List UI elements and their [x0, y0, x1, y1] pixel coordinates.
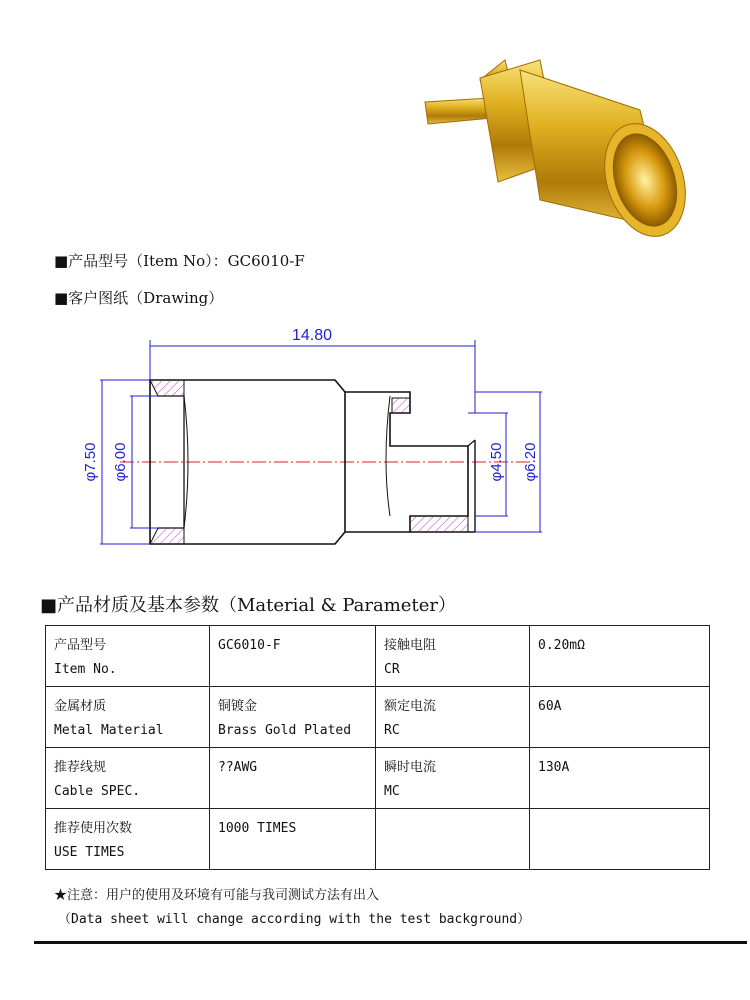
table-cell	[210, 748, 376, 809]
table-cell	[46, 687, 210, 748]
table-cell	[530, 748, 710, 809]
product-photo	[400, 40, 700, 250]
cell-text: 推荐使用次数	[54, 821, 133, 836]
technical-drawing	[80, 318, 560, 558]
table-cell	[46, 809, 210, 870]
table-row	[46, 748, 710, 809]
cell-text: 1000 TIMES	[218, 821, 297, 836]
d2-label: φ6.00	[112, 442, 129, 482]
cell-text: Brass Gold Plated	[218, 723, 352, 738]
cell-text: Metal Material	[54, 723, 164, 738]
cell-text: 推荐线规	[54, 760, 107, 775]
d1-label: φ7.50	[82, 442, 99, 482]
cell-text: 0.20mΩ	[538, 638, 585, 653]
table-row	[46, 626, 710, 687]
table-row	[46, 809, 710, 870]
table-cell	[530, 687, 710, 748]
note-line-1: ★注意：用户的使用及环境有可能与我司测试方法有出入	[54, 888, 380, 903]
spec-table	[45, 625, 710, 870]
cell-text: 金属材质	[54, 699, 107, 714]
d3-label: φ4.50	[488, 442, 505, 482]
table-cell	[376, 626, 530, 687]
bottom-divider	[34, 941, 747, 944]
table-row	[46, 687, 710, 748]
material-heading: ■产品材质及基本参数（Material & Parameter）	[40, 595, 456, 616]
cell-text: 产品型号	[54, 638, 107, 653]
cell-text: 瞬时电流	[384, 760, 437, 775]
cell-text: Item No.	[54, 662, 117, 677]
cell-text: 额定电流	[384, 699, 437, 714]
cell-text: Cable SPEC.	[54, 784, 141, 799]
cell-text: GC6010-F	[218, 638, 281, 653]
drawing-heading: ■客户图纸（Drawing）	[54, 289, 224, 307]
d4-label: φ6.20	[522, 442, 539, 482]
table-cell	[530, 626, 710, 687]
cell-text: 130A	[538, 760, 570, 775]
item-no-heading: ■产品型号（Item No）：GC6010-F	[54, 252, 305, 270]
cell-text: RC	[384, 723, 400, 738]
table-cell	[46, 626, 210, 687]
table-cell	[210, 809, 376, 870]
cell-text: CR	[384, 662, 400, 677]
table-cell	[376, 809, 530, 870]
cell-text: ??AWG	[218, 760, 258, 775]
cell-text: MC	[384, 784, 400, 799]
table-cell	[376, 748, 530, 809]
cell-text: USE TIMES	[54, 845, 125, 860]
table-cell	[210, 687, 376, 748]
length-label: 14.80	[291, 327, 333, 344]
cell-text: 60A	[538, 699, 562, 714]
table-cell	[46, 748, 210, 809]
note-line-2: （Data sheet will change according with the test background）	[58, 912, 531, 927]
cell-text: 接触电阻	[384, 638, 437, 653]
table-cell	[210, 626, 376, 687]
cell-text: 铜镀金	[218, 699, 258, 714]
table-cell	[530, 809, 710, 870]
table-cell	[376, 687, 530, 748]
